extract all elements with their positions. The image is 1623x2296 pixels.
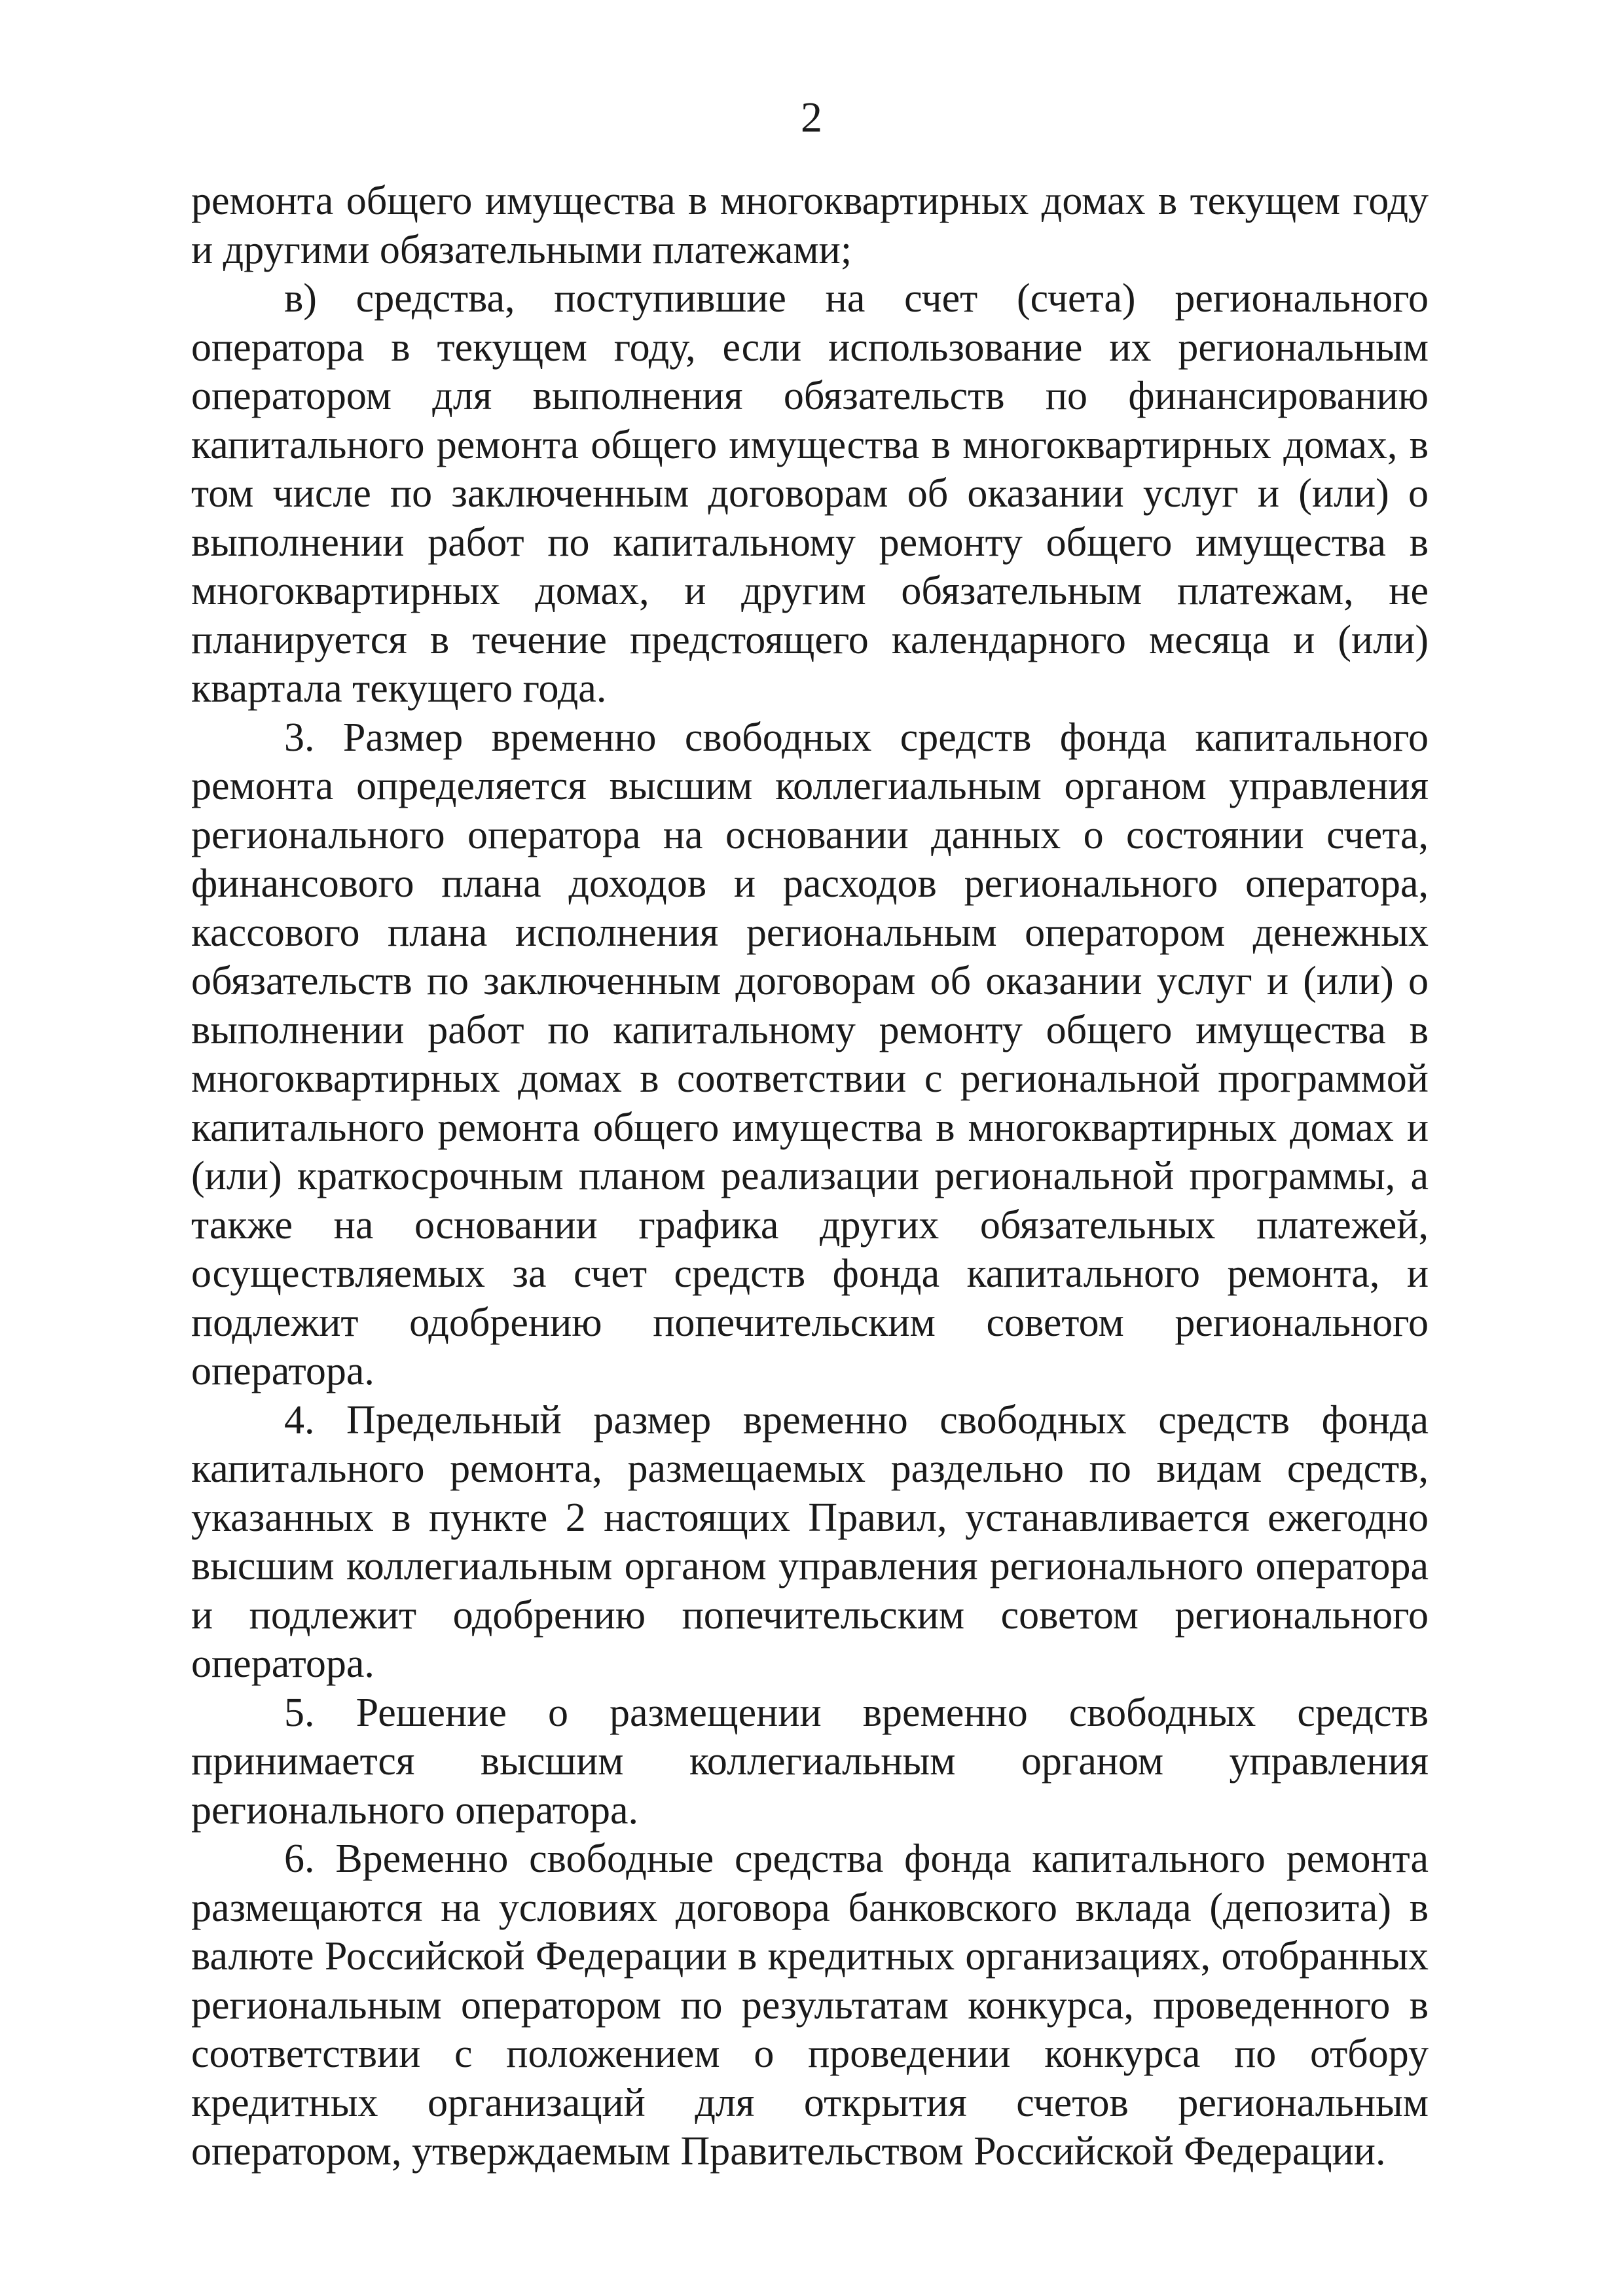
- document-body: [191, 177, 1429, 2176]
- paragraph-4: 4. Предельный размер временно свободных средств фонда капитального ремонта, размещаемых раздельно по видам средств, указанных в пункте 2 настоящих Правил, устанавливается ежегодно высшим коллегиальным органом управления регионального оператора и подлежит одобрению попечительским советом регионального оператора.: [191, 1397, 1429, 1686]
- paragraph-5: 5. Решение о размещении временно свободных средств принимается высшим коллегиальным органом управления регионального оператора.: [191, 1690, 1429, 1833]
- paragraph-6: 6. Временно свободные средства фонда капитального ремонта размещаются на условиях договора банковского вклада (депозита) в валюте Российской Федерации в кредитных организациях, отобранных региональным оператором по результатам конкурса, проведенного в соответствии с положением о проведении конкурса по отбору кредитных организаций для открытия счетов региональным оператором, утверждаемым Правительством Российской Федерации.: [191, 1837, 1429, 2174]
- page-number: 2: [801, 94, 822, 141]
- paragraph-item-v: в) средства, поступившие на счет (счета) регионального оператора в текущем году, если использование их региональным оператором для выполнения обязательств по финансированию капитального ремонта общего имущества в многоквартирных домах, в том числе по заключенным договорам об оказании услуг и (или) о выполнении работ по капитальному ремонту общего имущества в многоквартирных домах, и другим обязательным платежам, не планируется в течение предстоящего календарного месяца и (или) квартала текущего года.: [191, 276, 1429, 711]
- paragraph-3: 3. Размер временно свободных средств фонда капитального ремонта определяется высшим коллегиальным органом управления регионального оператора на основании данных о состоянии счета, финансового плана доходов и расходов регионального оператора, кассового плана исполнения региональным оператором денежных обязательств по заключенным договорам об оказании услуг и (или) о выполнении работ по капитальному ремонту общего имущества в многоквартирных домах в соответствии с региональной программой капитального ремонта общего имущества в многоквартирных домах и (или) краткосрочным планом реализации региональной программы, а также на основании графика других обязательных платежей, осуществляемых за счет средств фонда капитального ремонта, и подлежит одобрению попечительским советом регионального оператора.: [191, 715, 1429, 1393]
- paragraph-continuation: ремонта общего имущества в многоквартирных домах в текущем году и другими обязательными платежами;: [191, 179, 1429, 272]
